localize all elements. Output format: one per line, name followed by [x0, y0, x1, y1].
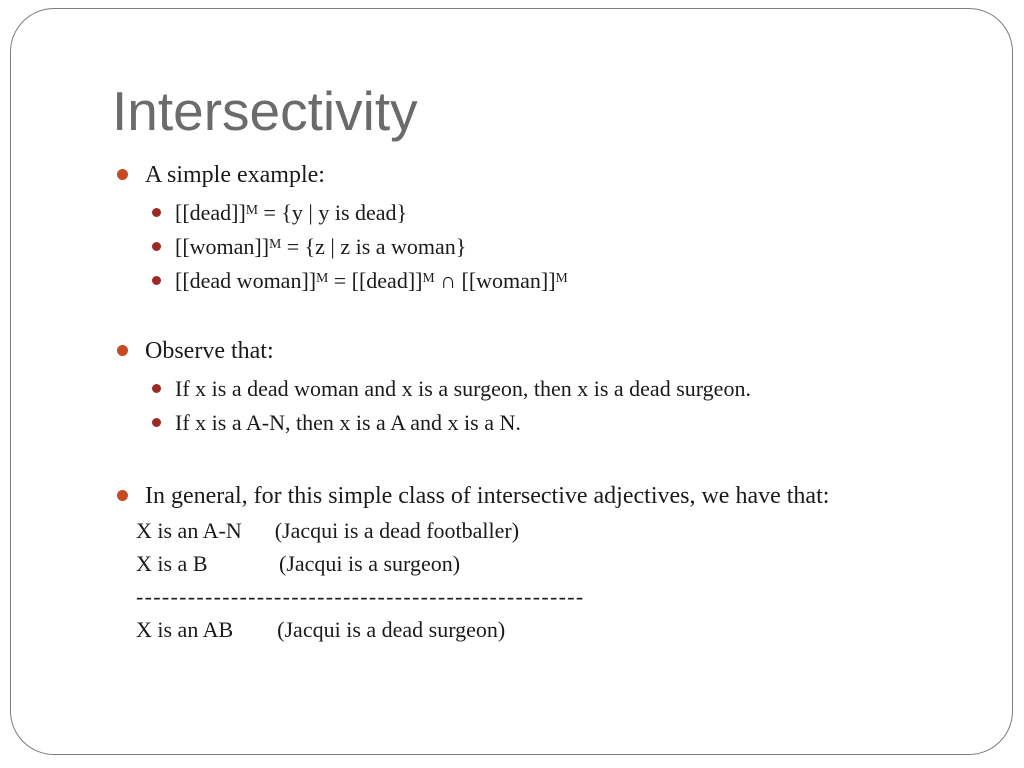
bullet-dot-icon	[117, 169, 128, 180]
formula-text: = [[dead]]	[328, 268, 423, 293]
syllogism-divider: ----------------------------------------------------	[136, 584, 585, 609]
bullet-heading: In general, for this simple class of intersective adjectives, we have that:	[145, 483, 830, 509]
subbullet-text: If x is a dead woman and x is a surgeon, then x is a dead surgeon.	[175, 376, 751, 401]
superscript-m: M	[555, 269, 568, 285]
bullet-in-general	[112, 481, 992, 511]
bullet-dot-icon	[152, 208, 161, 217]
formula-text: = {z | z is a woman}	[281, 234, 467, 259]
syllogism-premise-1: X is an A-N (Jacqui is a dead footballer)	[136, 518, 520, 543]
slide-title: Intersectivity	[112, 80, 418, 142]
superscript-m: M	[245, 201, 258, 217]
sublist-simple-example	[112, 196, 992, 298]
bullet-dot-icon	[152, 384, 161, 393]
superscript-m: M	[269, 235, 282, 251]
formula-text: [[woman]]	[175, 234, 270, 259]
bullet-heading: A simple example:	[145, 162, 325, 188]
subbullet-text: If x is a A-N, then x is a A and x is a N.	[175, 410, 521, 435]
bullet-dot-icon	[117, 345, 128, 356]
slide-content	[112, 80, 992, 646]
bullet-observe-that	[112, 336, 992, 366]
superscript-m: M	[422, 269, 435, 285]
sublist-observe-that	[112, 372, 992, 440]
formula-text: ∩ [[woman]]	[434, 268, 556, 293]
formula-text: [[dead]]	[175, 200, 246, 225]
formula-text: = {y | y is dead}	[257, 200, 408, 225]
syllogism-block	[136, 514, 992, 646]
bullet-heading: Observe that:	[145, 338, 274, 364]
subbullet-a-n	[112, 406, 992, 440]
subbullet-dead-surgeon	[112, 372, 992, 406]
syllogism-premise-2: X is a B (Jacqui is a surgeon)	[136, 551, 461, 576]
bullet-dot-icon	[117, 490, 128, 501]
bullet-dot-icon	[152, 242, 161, 251]
bullet-dot-icon	[152, 276, 161, 285]
subbullet-dead-woman	[112, 264, 992, 298]
formula-text: [[dead woman]]	[175, 268, 317, 293]
subbullet-dead	[112, 196, 992, 230]
subbullet-woman	[112, 230, 992, 264]
bullet-simple-example	[112, 160, 992, 190]
syllogism-conclusion: X is an AB (Jacqui is a dead surgeon)	[136, 617, 506, 642]
bullet-dot-icon	[152, 418, 161, 427]
superscript-m: M	[316, 269, 329, 285]
